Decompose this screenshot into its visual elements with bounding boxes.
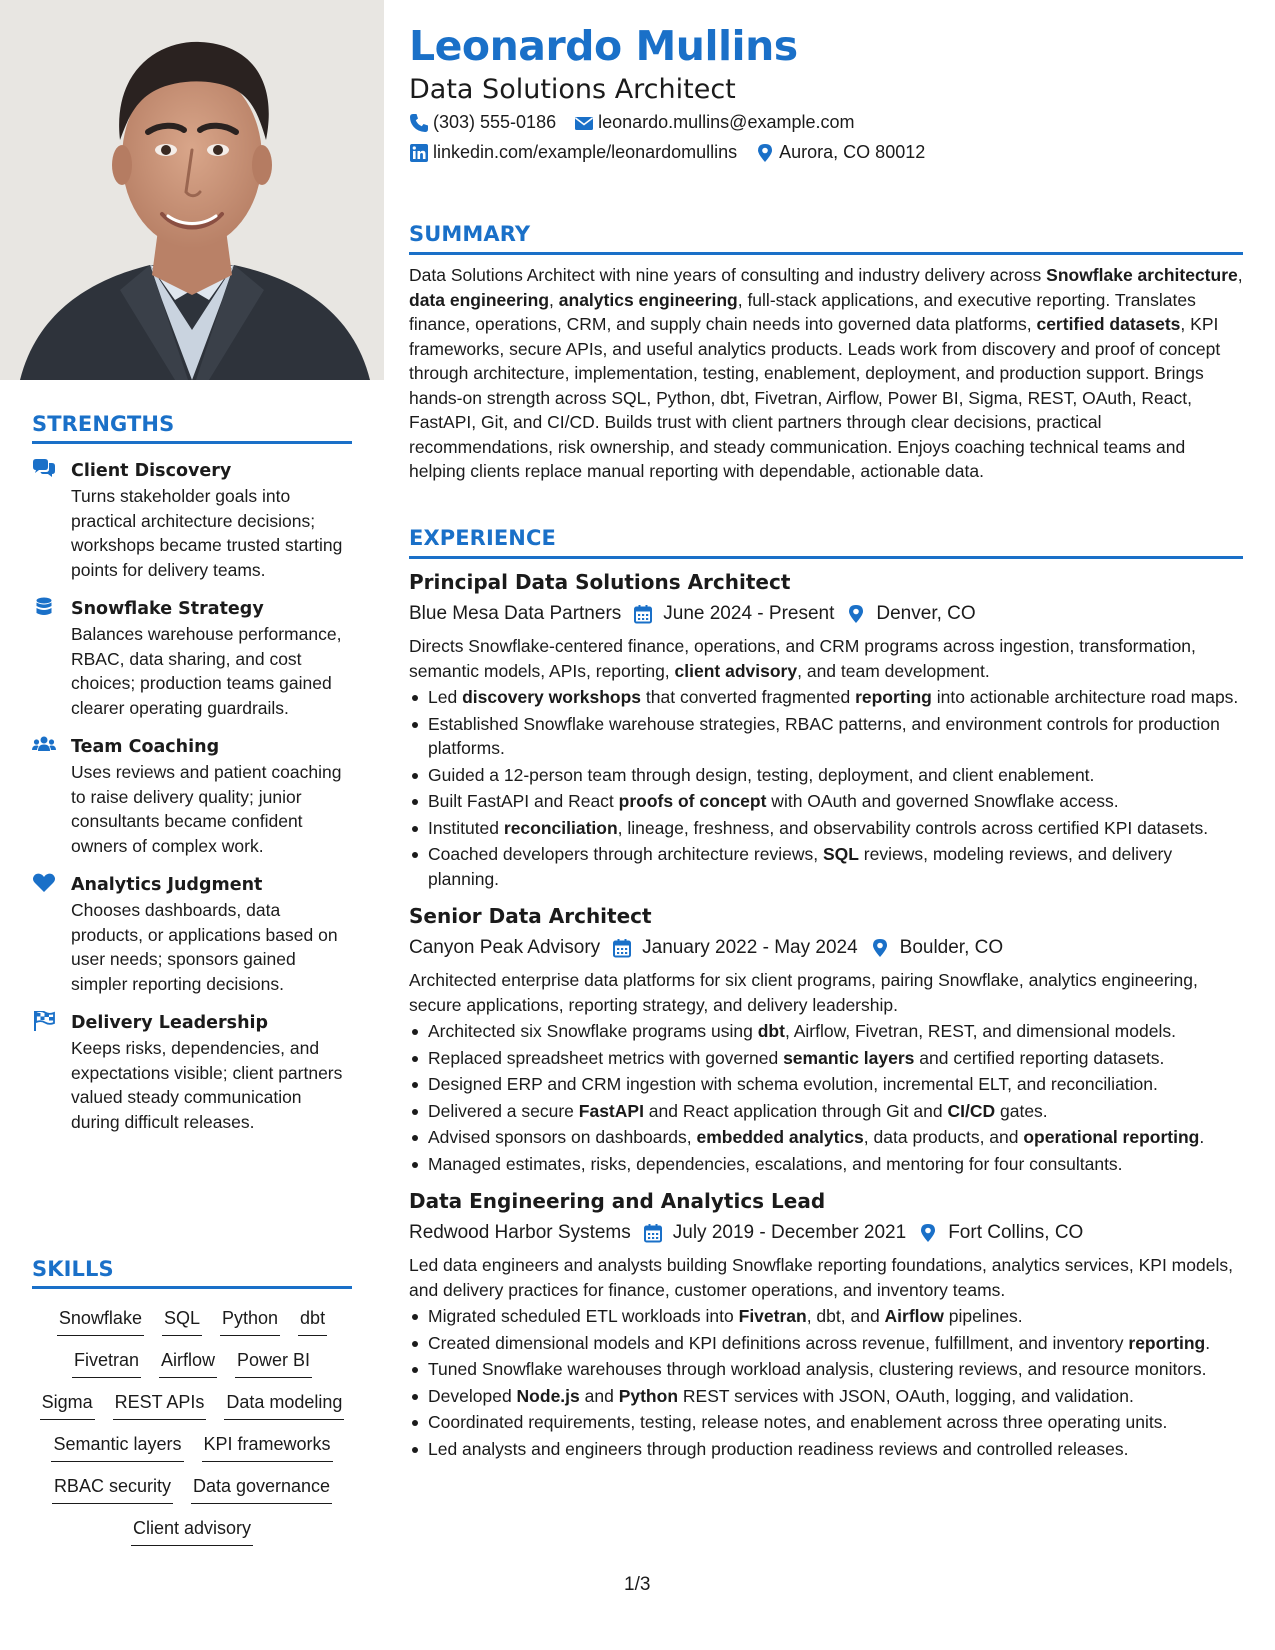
skill-tag: RBAC security — [52, 1473, 173, 1504]
strength-item — [32, 734, 352, 858]
skill-row — [32, 1431, 352, 1462]
page-number: 1/3 — [624, 1574, 651, 1595]
job-meta — [409, 932, 1243, 964]
contact-line — [409, 142, 943, 163]
job-bullet: Architected six Snowflake programs using dbt, Airflow, Fivetran, REST, and dimensional models. — [409, 1019, 1243, 1044]
job-bullet: Created dimensional models and KPI definitions across revenue, fulfillment, and inventory reporting. — [409, 1331, 1243, 1356]
map-marker-icon — [846, 604, 866, 624]
skill-row — [32, 1389, 352, 1420]
job-intro: Architected enterprise data platforms for six client programs, pairing Snowflake, analytics engineering, secure applications, reporting strategy, and delivery leadership. — [409, 970, 1198, 1015]
job-bullet: Led discovery workshops that converted fragmented reporting into actionable architecture road maps. — [409, 685, 1243, 710]
strength-description: Balances warehouse performance, RBAC, data sharing, and cost choices; production teams gained clearer operating guardrails. — [71, 624, 342, 718]
candidate-role: Data Solutions Architect — [409, 74, 736, 105]
emphasis-text: SQL — [822, 844, 859, 864]
job-bullet: Tuned Snowflake warehouses through workload analysis, clustering reviews, and resource monitors. — [409, 1357, 1243, 1382]
emphasis-text: reconciliation — [503, 817, 618, 838]
section-divider — [32, 441, 352, 444]
strength-title: Delivery Leadership — [71, 1013, 269, 1033]
job-bullet: Built FastAPI and React proofs of concept with OAuth and governed Snowflake access. — [409, 789, 1243, 814]
users-icon — [32, 735, 56, 755]
flag-checkered-icon — [32, 1011, 56, 1031]
skills-heading: SKILLS — [32, 1257, 114, 1281]
phone-icon — [409, 113, 429, 133]
job-location: Fort Collins, CO — [948, 1222, 1084, 1243]
strength-title: Analytics Judgment — [71, 875, 263, 895]
emphasis-text: operational reporting — [1023, 1127, 1200, 1147]
strength-title: Team Coaching — [71, 737, 220, 757]
emphasis-text: semantic layers — [783, 1047, 915, 1068]
job-bullet: Instituted reconciliation, lineage, freshness, and observability controls across certified KPI datasets. — [409, 816, 1243, 841]
emphasis-text: embedded analytics — [696, 1127, 864, 1147]
skill-tag: Power BI — [235, 1347, 312, 1378]
emphasis-text: FastAPI — [578, 1100, 644, 1121]
experience-section — [409, 526, 1243, 1471]
map-marker-icon — [755, 143, 775, 163]
job-dates: January 2022 - May 2024 — [642, 937, 858, 958]
skill-tag: Fivetran — [72, 1347, 141, 1378]
skills-section — [32, 1257, 352, 1557]
envelope-icon — [574, 113, 594, 133]
summary-heading: SUMMARY — [409, 222, 531, 246]
skill-row — [32, 1515, 352, 1546]
portrait-illustration — [0, 0, 384, 380]
job-meta — [409, 1217, 1243, 1249]
strengths-heading: STRENGTHS — [32, 412, 175, 436]
job-location: Boulder, CO — [899, 937, 1004, 958]
summary-text: Data Solutions Architect with nine years of consulting and industry delivery across Snowflake architecture, data engineering, analytics engineering, full-stack applications, and executive reporting. Translates finance, operations, CRM, and supply chain needs into governed data platforms, certified datasets, KPI frameworks, secure APIs, and useful analytics products. Leads work from discovery and proof of concept through architecture, implementation, testing, enablement, deployment, and production support. Brings hands-on strength across SQL, Python, dbt, Fivetran, Airflow, Power BI, Sigma, REST, OAuth, React, FastAPI, Git, and CI/CD. Builds trust with client partners through clear decisions, practical recommendations, risk ownership, and steady communication. Enjoys coaching technical teams and helping clients replace manual reporting with dependable, actionable data. — [409, 265, 1243, 481]
emphasis-text: Node.js — [516, 1385, 580, 1406]
profile-photo — [0, 0, 384, 380]
calendar-icon — [612, 938, 632, 958]
emphasis-text: data engineering — [409, 289, 550, 310]
heart-icon — [32, 873, 56, 893]
skill-tag: Semantic layers — [51, 1431, 183, 1462]
job-entry — [409, 901, 1243, 1176]
skill-row — [32, 1305, 352, 1336]
emphasis-text: Snowflake architecture — [1046, 265, 1238, 285]
linkedin-url: linkedin.com/example/leonardomullins — [433, 142, 738, 162]
skill-tag: Data governance — [191, 1473, 332, 1504]
skill-tag: Python — [220, 1305, 280, 1336]
emphasis-text: certified datasets — [1036, 314, 1181, 334]
calendar-icon — [633, 604, 653, 624]
job-meta — [409, 598, 1243, 630]
candidate-name: Leonardo Mullins — [409, 22, 798, 70]
skill-tag: Sigma — [40, 1389, 95, 1420]
job-bullet: Established Snowflake warehouse strategies, RBAC patterns, and environment controls for production platforms. — [409, 712, 1243, 761]
database-icon — [32, 597, 56, 617]
strength-description: Uses reviews and patient coaching to raise delivery quality; junior consultants became confident owners of complex work. — [71, 762, 342, 856]
job-bullet: Replaced spreadsheet metrics with governed semantic layers and certified reporting datasets. — [409, 1046, 1243, 1071]
email-address: leonardo.mullins@example.com — [598, 112, 855, 132]
emphasis-text: Fivetran — [738, 1306, 807, 1326]
strength-item — [32, 872, 352, 996]
strength-description: Turns stakeholder goals into practical architecture decisions; workshops became trusted starting points for delivery teams. — [71, 486, 343, 580]
company-name: Blue Mesa Data Partners — [409, 603, 622, 624]
job-bullet: Developed Node.js and Python REST services with JSON, OAuth, logging, and validation. — [409, 1384, 1243, 1409]
job-dates: July 2019 - December 2021 — [672, 1222, 907, 1243]
job-bullets — [409, 1304, 1243, 1461]
strength-description: Keeps risks, dependencies, and expectations visible; client partners valued steady communication during difficult releases. — [71, 1038, 343, 1132]
strength-item — [32, 1010, 352, 1134]
job-title: Data Engineering and Analytics Lead — [409, 1189, 826, 1213]
phone-contact[interactable] — [409, 112, 556, 133]
job-title: Senior Data Architect — [409, 904, 652, 928]
email-contact[interactable] — [574, 112, 854, 133]
skill-tag: REST APIs — [113, 1389, 207, 1420]
skill-tag: Snowflake — [57, 1305, 144, 1336]
skill-tag: Client advisory — [131, 1515, 253, 1546]
skill-row — [32, 1473, 352, 1504]
skill-row — [32, 1347, 352, 1378]
comments-icon — [32, 459, 56, 479]
skill-tag: SQL — [162, 1305, 202, 1336]
strength-title: Snowflake Strategy — [71, 599, 264, 619]
job-bullet: Led analysts and engineers through production readiness reviews and controlled releases. — [409, 1437, 1243, 1462]
strength-item — [32, 596, 352, 720]
strengths-section — [32, 412, 352, 1148]
summary-section — [409, 222, 1243, 484]
job-bullet: Designed ERP and CRM ingestion with schema evolution, incremental ELT, and reconciliation. — [409, 1072, 1243, 1097]
job-bullet: Advised sponsors on dashboards, embedded analytics, data products, and operational reporting. — [409, 1125, 1243, 1150]
job-bullets — [409, 685, 1243, 891]
company-name: Redwood Harbor Systems — [409, 1222, 631, 1243]
job-bullets — [409, 1019, 1243, 1176]
job-title: Principal Data Solutions Architect — [409, 570, 791, 594]
job-bullet: Coached developers through architecture reviews, SQL reviews, modeling reviews, and delivery planning. — [409, 842, 1243, 891]
contact-line — [409, 112, 872, 133]
job-entry — [409, 567, 1243, 891]
emphasis-text: CI/CD — [947, 1100, 996, 1121]
job-bullet: Coordinated requirements, testing, release notes, and enablement across three operating units. — [409, 1410, 1243, 1435]
skill-tag: Airflow — [159, 1347, 217, 1378]
linkedin-contact[interactable] — [409, 142, 737, 163]
location-contact — [755, 142, 925, 163]
map-marker-icon — [918, 1223, 938, 1243]
job-bullet: Managed estimates, risks, dependencies, escalations, and mentoring for four consultants. — [409, 1152, 1243, 1177]
section-divider — [409, 556, 1243, 559]
experience-heading: EXPERIENCE — [409, 526, 556, 550]
section-divider — [409, 252, 1243, 255]
emphasis-text: proofs of concept — [618, 791, 767, 811]
emphasis-text: reporting — [1128, 1332, 1206, 1353]
job-dates: June 2024 - Present — [663, 603, 835, 624]
emphasis-text: analytics engineering — [558, 289, 738, 310]
map-marker-icon — [870, 938, 890, 958]
left-column — [0, 0, 384, 1650]
job-bullet: Migrated scheduled ETL workloads into Fivetran, dbt, and Airflow pipelines. — [409, 1304, 1243, 1329]
strength-description: Chooses dashboards, data products, or applications based on user needs; sponsors gained simpler reporting decisions. — [71, 900, 338, 994]
home-location: Aurora, CO 80012 — [779, 142, 926, 162]
job-entry — [409, 1186, 1243, 1461]
phone-number: (303) 555-0186 — [433, 112, 557, 132]
job-location: Denver, CO — [876, 603, 976, 624]
emphasis-text: discovery workshops — [462, 687, 642, 707]
emphasis-text: client advisory — [674, 660, 798, 681]
skill-tag: dbt — [298, 1305, 327, 1336]
job-bullet: Guided a 12-person team through design, testing, deployment, and client enablement. — [409, 763, 1243, 788]
skill-tag: Data modeling — [224, 1389, 344, 1420]
calendar-icon — [643, 1223, 663, 1243]
emphasis-text: reporting — [855, 687, 932, 707]
strength-item — [32, 458, 352, 582]
emphasis-text: dbt — [757, 1021, 785, 1041]
job-intro: Directs Snowflake-centered finance, operations, and CRM programs across ingestion, transformation, semantic models, APIs, reporting, client advisory, and team development. — [409, 636, 1196, 681]
job-intro: Led data engineers and analysts building Snowflake reporting foundations, analytics services, KPI models, and delivery practices for finance, customer operations, and inventory teams. — [409, 1255, 1233, 1300]
strength-title: Client Discovery — [71, 461, 232, 481]
emphasis-text: Airflow — [884, 1306, 944, 1326]
emphasis-text: Python — [618, 1385, 679, 1406]
section-divider — [32, 1286, 352, 1289]
linkedin-icon — [409, 143, 429, 163]
company-name: Canyon Peak Advisory — [409, 937, 601, 958]
skill-tag: KPI frameworks — [202, 1431, 333, 1462]
job-bullet: Delivered a secure FastAPI and React application through Git and CI/CD gates. — [409, 1099, 1243, 1124]
